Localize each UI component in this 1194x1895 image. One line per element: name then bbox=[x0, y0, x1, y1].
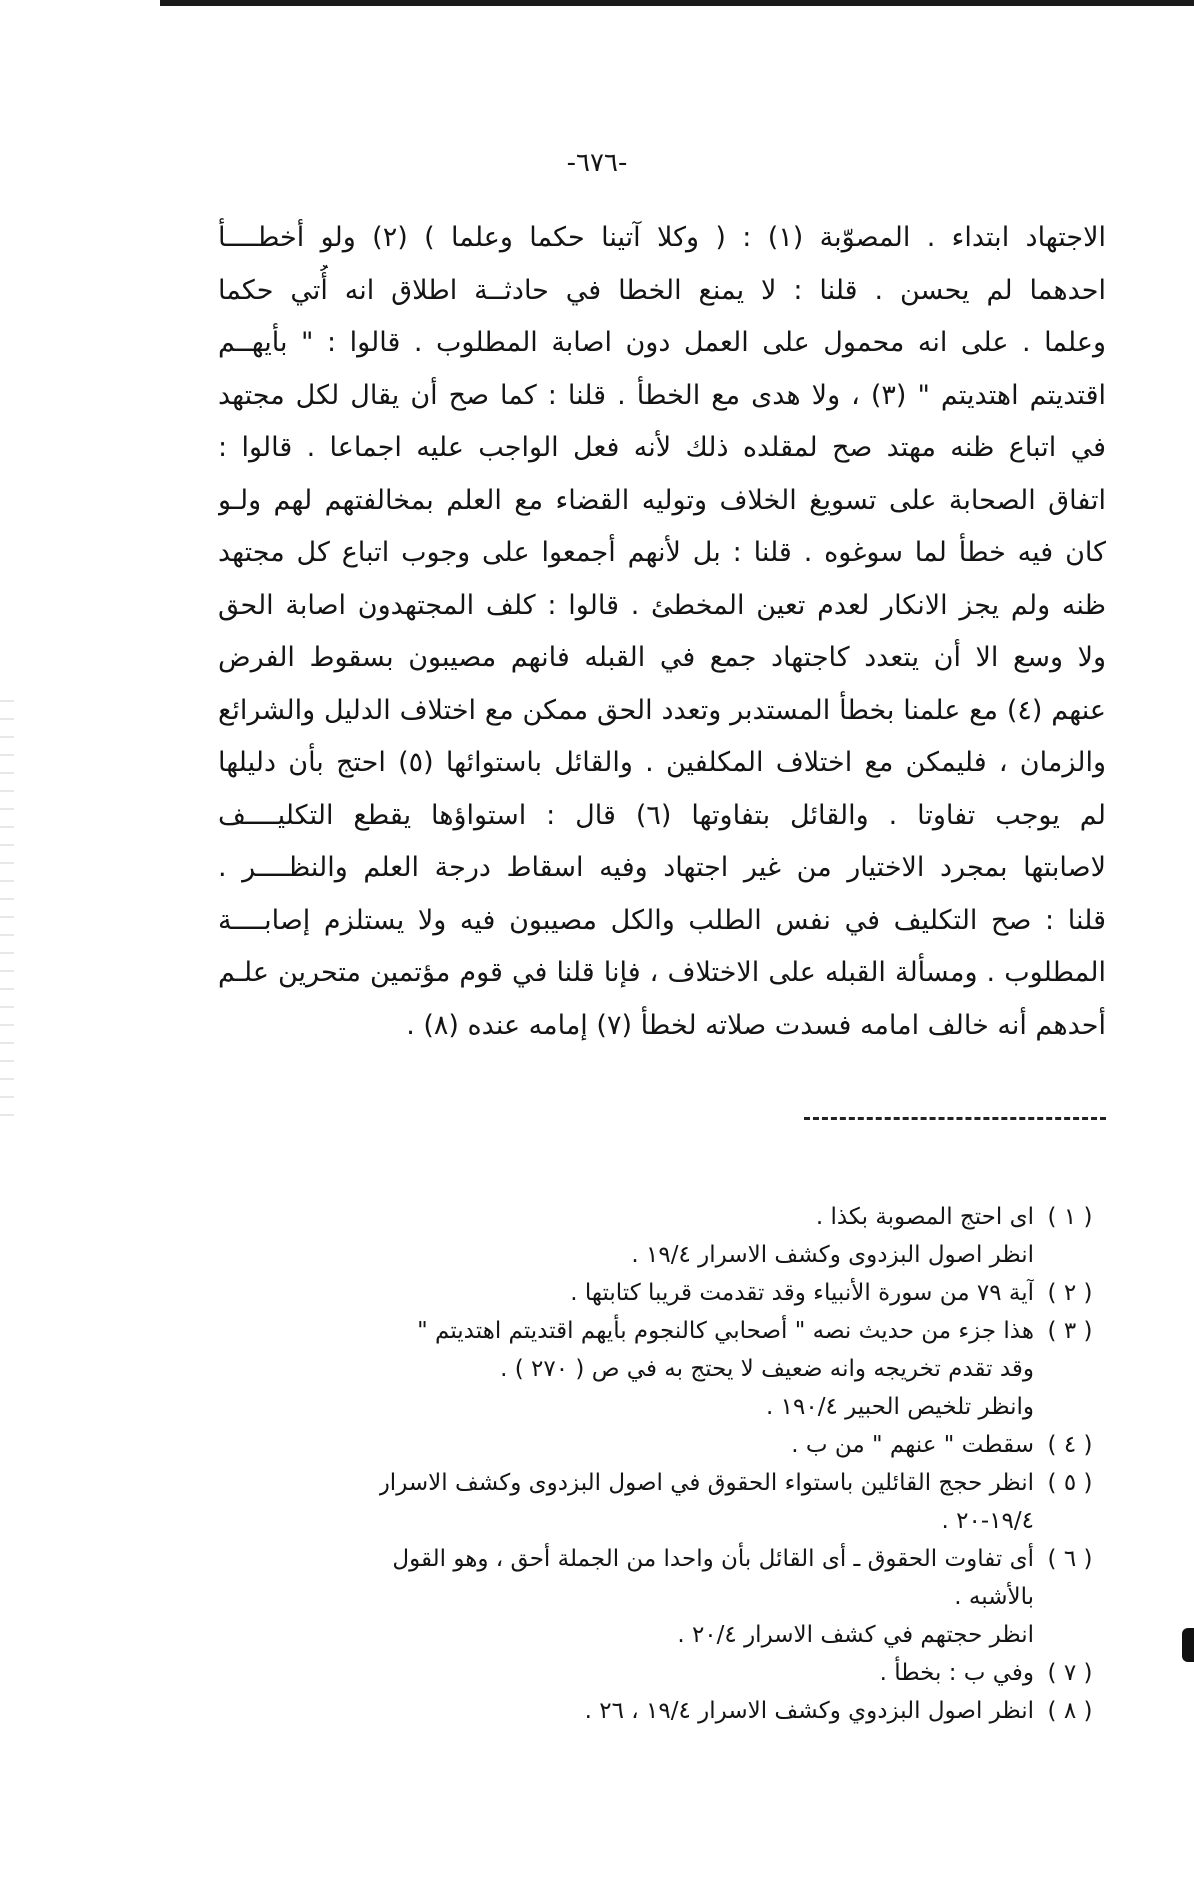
top-border-line bbox=[160, 0, 1194, 6]
text-line: كان فيه خطأ لما سوغوه . قلنا : بل لأنهم أجمعوا على وجوب اتباع كل مجتهد bbox=[218, 537, 1106, 568]
scan-margin-speckle bbox=[0, 700, 14, 1120]
footnote-text: آية ٧٩ من سورة الأنبياء وقد تقدمت قريبا كتابتها . bbox=[570, 1280, 1034, 1306]
text-line: احدهما لم يحسن . قلنا : لا يمنع الخطا في حادثــة اطلاق انه أُتي حكما bbox=[218, 274, 1106, 306]
footnote-number: ( ٦ ) bbox=[1047, 1546, 1093, 1572]
page-number: -٦٧٦- bbox=[566, 148, 628, 178]
footnote-text: وفي ب : بخطأ . bbox=[879, 1660, 1034, 1686]
footnote-1 bbox=[440, 1198, 1106, 1274]
text-line: وعلما . على انه محمول على العمل دون اصابة المطلوب . قالوا : " بأيهــم bbox=[218, 327, 1106, 358]
text-line: عنهم (٤) مع علمنا بخطأ المستدبر وتعدد الحق ممكن مع اختلاف الدليل والشرائع bbox=[218, 694, 1106, 726]
text-line: الاجتهاد ابتداء . المصوّبة (١) : ( وكلا آتينا حكما وعلما ) (٢) ولو أخطــــأ bbox=[218, 222, 1106, 253]
footnote-text: انظر اصول البزدوي وكشف الاسرار ١٩/٤ ، ٢٦ . bbox=[584, 1698, 1034, 1724]
text-line: لم يوجب تفاوتا . والقائل بتفاوتها (٦) قال : استواؤها يقطع التكليــــف bbox=[218, 799, 1106, 831]
footnote-text: اى احتج المصوبة بكذا . bbox=[815, 1204, 1034, 1230]
text-line: والزمان ، فليمكن مع اختلاف المكلفين . والقائل باستوائها (٥) احتج بأن دليلها bbox=[218, 747, 1106, 778]
footnote-number: ( ٢ ) bbox=[1047, 1280, 1093, 1306]
footnote-2 bbox=[440, 1274, 1106, 1312]
text-line: لاصابتها بمجرد الاختيار من غير اجتهاد وفيه اسقاط درجة العلم والنظــــر . bbox=[218, 852, 1106, 883]
footnote-number: ( ٣ ) bbox=[1047, 1318, 1093, 1344]
text-line: المطلوب . ومسألة القبله على الاختلاف ، فإنا قلنا في قوم مؤتمين متحرين علـم bbox=[218, 957, 1106, 988]
footnote-7 bbox=[440, 1654, 1106, 1692]
text-line: قلنا : صح التكليف في نفس الطلب والكل مصيبون فيه ولا يستلزم إصابــــة bbox=[218, 904, 1106, 936]
footnote-text: بالأشبه . bbox=[954, 1584, 1034, 1610]
text-line: اقتديتم اهتديتم " (٣) ، ولا هدى مع الخطأ . قلنا : كما صح أن يقال لكل مجتهد bbox=[218, 379, 1106, 411]
footnote-divider bbox=[804, 1117, 1106, 1120]
footnote-text: انظر اصول البزدوى وكشف الاسرار ١٩/٤ . bbox=[631, 1242, 1034, 1268]
footnote-text: سقطت " عنهم " من ب . bbox=[791, 1432, 1034, 1458]
footnotes bbox=[378, 1198, 1106, 1730]
footnote-text: انظر حجج القائلين باستواء الحقوق في اصول البزدوى وكشف الاسرار bbox=[378, 1470, 1034, 1496]
footnote-6 bbox=[392, 1540, 1106, 1654]
footnote-4 bbox=[440, 1426, 1106, 1464]
footnote-number: ( ٥ ) bbox=[1047, 1470, 1093, 1496]
footnote-text: وقد تقدم تخريجه وانه ضعيف لا يحتج به في ص ( ٢٧٠ ) . bbox=[500, 1356, 1034, 1382]
text-line: اتفاق الصحابة على تسويغ الخلاف وتوليه القضاء مع العلم بمخالفتهم لهم ولـو bbox=[218, 484, 1106, 516]
footnote-text: هذا جزء من حديث نصه " أصحابي كالنجوم بأيهم اقتديتم اهتديتم " bbox=[417, 1318, 1034, 1344]
footnote-number: ( ٤ ) bbox=[1047, 1432, 1093, 1458]
text-line: في اتباع ظنه مهتد صح لمقلده ذلك لأنه فعل الواجب عليه اجماعا . قالوا : bbox=[218, 432, 1106, 463]
footnote-number: ( ٨ ) bbox=[1047, 1698, 1093, 1724]
footnote-8 bbox=[440, 1692, 1106, 1730]
main-text bbox=[218, 212, 1106, 1052]
footnote-text: انظر حجتهم في كشف الاسرار ٢٠/٤ . bbox=[677, 1622, 1034, 1648]
footnote-5 bbox=[378, 1464, 1106, 1540]
footnote-text: وانظر تلخيص الحبير ١٩٠/٤ . bbox=[766, 1394, 1034, 1420]
footnote-text: أى تفاوت الحقوق ـ أى القائل بأن واحدا من الجملة أحق ، وهو القول bbox=[392, 1546, 1034, 1572]
footnote-text: ١٩/٤-٢٠ . bbox=[941, 1508, 1034, 1534]
footnote-number: ( ٧ ) bbox=[1047, 1660, 1093, 1686]
footnote-3 bbox=[417, 1312, 1106, 1426]
footnote-number: ( ١ ) bbox=[1047, 1204, 1093, 1230]
scan-edge-mark bbox=[1182, 1628, 1194, 1662]
text-line: ولا وسع الا أن يتعدد كاجتهاد جمع في القبله فانهم مصيبون بسقوط الفرض bbox=[218, 642, 1106, 673]
text-line: أحدهم أنه خالف امامه فسدت صلاته لخطأ (٧) إمامه عنده (٨) . bbox=[406, 1009, 1106, 1041]
text-line: ظنه ولم يجز الانكار لعدم تعين المخطئ . قالوا : كلف المجتهدون اصابة الحق bbox=[218, 589, 1106, 621]
